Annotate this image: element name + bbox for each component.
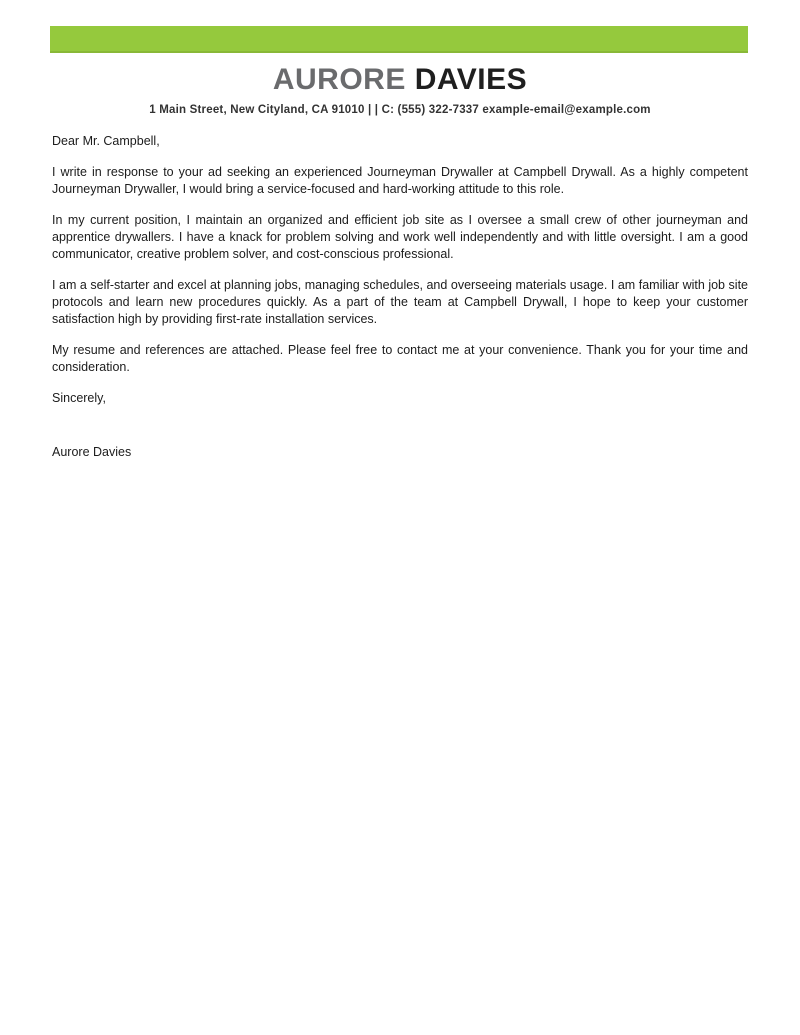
letter-header (0, 62, 800, 116)
salutation: Dear Mr. Campbell, (52, 134, 160, 148)
paragraph-callto-action: My resume and references are attached. Please feel free to contact me at your convenience. Thank you for your time and consideration. (52, 343, 748, 374)
candidate-last-name: DAVIES (414, 63, 528, 96)
paragraph-intro: I write in response to your ad seeking an experienced Journeyman Drywaller at Campbell Drywall. As a highly competent Journeyman Drywaller, I would bring a service-focused and hard-working attitude to this role. (52, 165, 748, 196)
paragraph-skills: I am a self-starter and excel at planning jobs, managing schedules, and overseeing materials usage. I am familiar with job site protocols and learn new procedures quickly. As a part of the team at Campbell Drywall, I hope to keep your customer satisfaction high by providing first-rate installation services. (52, 278, 748, 326)
candidate-first-name: AURORE (272, 63, 406, 96)
candidate-name (0, 62, 800, 98)
paragraph-experience: In my current position, I maintain an organized and efficient job site as I oversee a small crew of other journeyman and apprentice drywallers. I have a knack for problem solving and work well independently and with little oversight. I am a good communicator, creative problem solver, and cost-conscious professional. (52, 213, 748, 261)
contact-line: 1 Main Street, New Cityland, CA 91010 | | C: (555) 322-7337 example-email@example.com (149, 104, 651, 116)
header-accent-bar (50, 26, 748, 53)
letter-body (52, 133, 748, 461)
closing: Sincerely, (52, 391, 106, 405)
signature-name: Aurore Davies (52, 445, 132, 459)
